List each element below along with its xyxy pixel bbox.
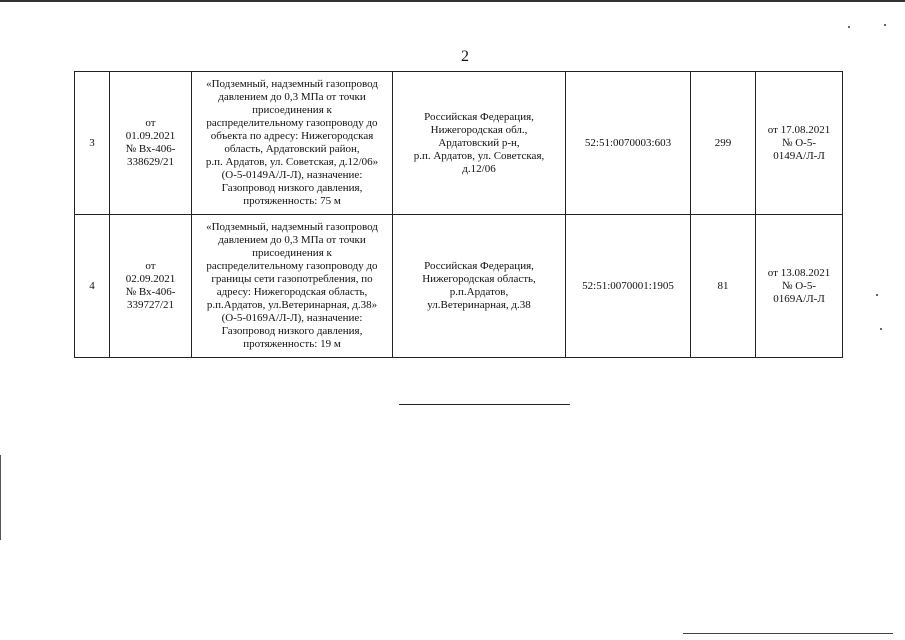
text-line: Ардатовский р-н,: [438, 136, 520, 149]
text-line: (О-5-0149А/Л-Л), назначение:: [221, 169, 363, 181]
object-address: [393, 72, 566, 215]
scan-border-left: [0, 455, 1, 540]
text-line: протяженность: 75 м: [243, 195, 341, 207]
text-line: ул.Ветеринарная, д.38: [427, 299, 531, 311]
text-line: «Подземный, надземный газопровод: [206, 221, 378, 233]
scan-border-bottom: [683, 633, 893, 634]
text-line: от 13.08.2021: [767, 266, 831, 279]
text-line: границы сети газопотребления, по: [211, 273, 373, 285]
scan-speck: [880, 328, 882, 330]
text-line: Российская Федерация,: [424, 260, 534, 272]
text-line: распределительному газопроводу до: [206, 117, 378, 129]
text-line: р.п.Ардатов,: [449, 286, 509, 298]
text-line: 0149А/Л-Л: [773, 149, 825, 162]
object-address: [393, 215, 566, 358]
text-line: «Подземный, надземный газопровод: [206, 78, 378, 90]
text-line: № Вх-406-: [125, 286, 176, 298]
text-line: объекта по адресу: Нижегородская: [210, 130, 374, 142]
cadastral-number: 52:51:0070001:1905: [566, 215, 691, 358]
text-line: Российская Федерация,: [424, 110, 534, 123]
text-line: р.п.Ардатов, ул.Ветеринарная, д.38»: [206, 299, 378, 311]
page-number: 2: [461, 48, 469, 65]
row-index: 3: [75, 72, 110, 215]
text-line: от: [145, 117, 156, 129]
text-line: распределительному газопроводу до: [206, 260, 378, 272]
text-line: давлением до 0,3 МПа от точки: [218, 91, 366, 103]
scan-speck: [876, 294, 878, 296]
text-line: 02.09.2021: [125, 273, 176, 285]
text-line: 01.09.2021: [125, 130, 176, 142]
text-line: № О-5-: [781, 279, 816, 292]
text-line: присоединения к: [252, 247, 332, 259]
outgoing-reference: [756, 72, 843, 215]
table-row: [75, 215, 843, 358]
row-value: 81: [691, 215, 756, 358]
text-line: протяженность: 19 м: [243, 338, 341, 350]
text-line: 338629/21: [126, 156, 175, 168]
registry-table: [74, 71, 843, 358]
text-line: Нижегородская обл.,: [430, 123, 528, 136]
scan-speck: [848, 26, 850, 28]
text-line: область, Ардатовский район,: [224, 143, 360, 155]
object-description: [192, 215, 393, 358]
row-index: 4: [75, 215, 110, 358]
closing-divider: [399, 404, 570, 405]
text-line: (О-5-0169А/Л-Л), назначение:: [221, 312, 363, 324]
text-line: р.п. Ардатов, ул. Советская, д.12/06»: [205, 156, 379, 168]
object-description: [192, 72, 393, 215]
text-line: присоединения к: [252, 104, 332, 116]
incoming-reference: [110, 72, 192, 215]
text-line: 339727/21: [126, 299, 175, 311]
text-line: от 17.08.2021: [767, 123, 831, 136]
table-row: [75, 72, 843, 215]
incoming-reference: [110, 215, 192, 358]
text-line: д.12/06: [462, 162, 496, 175]
text-line: 0169А/Л-Л: [773, 292, 825, 305]
scan-border-top: [0, 0, 905, 2]
text-line: р.п. Ардатов, ул. Советская,: [413, 149, 545, 162]
text-line: Нижегородская область,: [422, 273, 536, 285]
text-line: Газопровод низкого давления,: [221, 325, 363, 337]
text-line: Газопровод низкого давления,: [221, 182, 363, 194]
scan-speck: [884, 24, 886, 26]
text-line: № О-5-: [781, 136, 816, 149]
text-line: № Вх-406-: [125, 143, 176, 155]
text-line: от: [145, 260, 156, 272]
cadastral-number: 52:51:0070003:603: [566, 72, 691, 215]
text-line: давлением до 0,3 МПа от точки: [218, 234, 366, 246]
text-line: адресу: Нижегородская область,: [216, 286, 368, 298]
outgoing-reference: [756, 215, 843, 358]
row-value: 299: [691, 72, 756, 215]
